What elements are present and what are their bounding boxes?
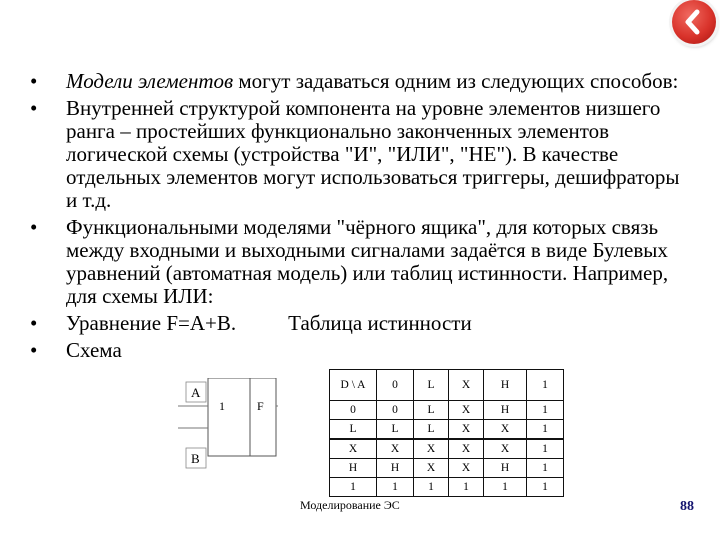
page-number: 88: [680, 499, 694, 514]
table-cell: H: [377, 459, 414, 478]
table-cell: L: [414, 420, 449, 440]
bullet-text: Функциональными моделями "чёрного ящика", для которых связь между входными и выходными сигналами задаётся в виде Булевых уравнений (автоматная модель) или таблиц истинности. Например, для схемы ИЛИ:: [66, 215, 669, 308]
table-cell: 1: [527, 420, 564, 440]
table-cell: 1: [527, 439, 564, 459]
bullet-marker: •: [30, 215, 38, 239]
table-row: [330, 478, 564, 497]
truth-table: [329, 369, 564, 497]
bullet-marker: •: [30, 69, 38, 93]
table-cell: X: [484, 439, 527, 459]
table-row: [330, 459, 564, 478]
table-cell: X: [449, 401, 484, 420]
table-cell: 1: [377, 478, 414, 497]
table-cell: 0: [377, 401, 414, 420]
table-row: [330, 420, 564, 440]
truth-table-header-cell: H: [484, 370, 527, 401]
table-cell: 1: [527, 478, 564, 497]
truth-table-header-cell: X: [449, 370, 484, 401]
table-cell: X: [414, 459, 449, 478]
truth-table-header-cell: [330, 370, 377, 401]
bullet-text: Схема: [66, 338, 122, 362]
truth-table-header-cell: 0: [377, 370, 414, 401]
table-cell: H: [484, 401, 527, 420]
table-cell: 1: [527, 401, 564, 420]
table-cell: H: [484, 459, 527, 478]
bullet-marker: •: [30, 96, 38, 120]
bullet-item: [30, 216, 690, 308]
table-cell: L: [414, 401, 449, 420]
input-a-label: A: [191, 385, 201, 400]
bullet-marker: •: [30, 338, 38, 362]
table-cell: X: [449, 459, 484, 478]
table-cell: X: [414, 439, 449, 459]
truth-table-caption: Таблица истинности: [288, 311, 472, 335]
output-f-label: F: [257, 399, 264, 413]
bullet-item: [30, 70, 690, 93]
table-cell: X: [484, 420, 527, 440]
chevron-left-icon: [672, 0, 716, 44]
input-b-label: B: [191, 451, 200, 466]
bullet-italic-lead: Модели элементов: [66, 69, 234, 93]
bullet-marker: •: [30, 311, 38, 335]
bullet-text: могут задаваться одним из следующих способов:: [233, 69, 679, 93]
bullet-item: [30, 312, 690, 335]
table-cell: 1: [449, 478, 484, 497]
table-cell: X: [330, 439, 377, 459]
truth-table-header-row: [330, 370, 564, 401]
corner-label: D \ A: [340, 379, 366, 391]
table-cell: 1: [527, 459, 564, 478]
table-cell: X: [449, 420, 484, 440]
truth-table-header-cell: 1: [527, 370, 564, 401]
gate-label: 1: [219, 399, 225, 413]
bullet-item: [30, 339, 690, 362]
table-cell: L: [330, 420, 377, 440]
back-button[interactable]: [672, 0, 716, 44]
table-cell: 1: [330, 478, 377, 497]
bullet-text: Внутренней структурой компонента на уровне элементов низшего ранга – простейших функционально законченных элементов логической схемы (устройства "И", "ИЛИ", "НЕ"). В качестве отдельных элементов могут использоваться триггеры, дешифраторы и т.д.: [66, 96, 680, 212]
or-gate-schematic: [178, 378, 278, 478]
table-cell: 1: [414, 478, 449, 497]
table-cell: X: [449, 439, 484, 459]
table-row: [330, 439, 564, 459]
footer-caption: Моделирование ЭС: [300, 498, 400, 512]
truth-table-header-cell: L: [414, 370, 449, 401]
table-cell: 0: [330, 401, 377, 420]
table-cell: X: [377, 439, 414, 459]
table-cell: L: [377, 420, 414, 440]
table-row: [330, 401, 564, 420]
bullet-item: [30, 97, 690, 212]
slide-body: [30, 70, 690, 363]
table-cell: 1: [484, 478, 527, 497]
table-cell: H: [330, 459, 377, 478]
equation-text: Уравнение F=A+B.: [66, 311, 237, 335]
